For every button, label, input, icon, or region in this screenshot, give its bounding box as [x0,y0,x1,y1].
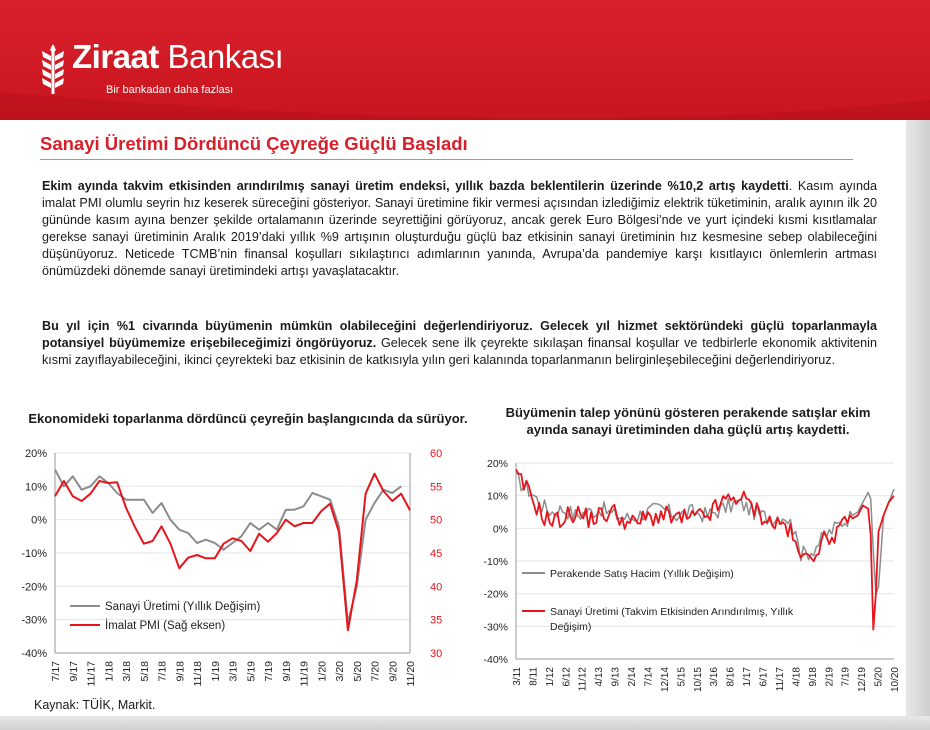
x-tick-label: 5/19 [245,661,258,682]
y-right-tick-label: 60 [430,448,443,460]
x-tick-label: 9/18 [807,667,819,687]
x-tick-label: 9/19 [280,661,293,682]
x-tick-label: 3/20 [334,661,346,682]
brand-name: Ziraat Bankası [72,38,284,75]
y-right-tick-label: 45 [430,548,443,560]
x-tick-label: 3/19 [227,661,240,682]
y-left-tick-label: -20% [21,581,47,594]
chart-2 [470,455,900,695]
x-tick-label: 9/18 [174,661,187,682]
side-shade [906,120,930,730]
wheat-logo-icon [38,40,68,100]
x-tick-label: 9/17 [67,661,80,682]
x-tick-label: 1/12 [544,667,556,687]
y-tick-label: -10% [483,556,508,568]
paragraph-2 [42,318,877,369]
y-right-tick-label: 35 [430,614,443,627]
x-tick-label: 11/19 [298,661,311,687]
y-left-tick-label: 0% [31,514,47,527]
x-tick-label: 4/13 [594,667,606,687]
paragraph-2-bold: Bu yıl için %1 civarında büyümenin mümkün olabileceğini değerlendiriyoruz. Gelecek yıl hizmet sektöründeki güçlü toparlanmayla potansiyel büyümemize erişebileceğimizi öngörüyoruz. [42,319,877,350]
x-tick-label: 8/16 [725,667,737,687]
x-tick-label: 10/15 [692,667,704,693]
legend-label: Sanayi Üretimi (Takvim Etkisinden Arındırılmış, Yıllık Değişim) [550,606,794,633]
y-tick-label: -30% [483,621,508,634]
x-tick-label: 11/17 [85,661,98,687]
x-tick-label: 3/16 [709,667,721,687]
x-tick-label: 7/20 [369,661,382,682]
legend-label: Perakende Satış Hacim (Yıllık Değişim) [550,568,734,580]
x-tick-label: 1/18 [103,661,116,682]
y-tick-label: -40% [483,654,508,666]
header-banner [0,0,930,120]
paragraph-2-text: Gelecek sene ilk çeyrekte sıkılaşan finansal koşullar ve tedbirlerle ekonomik aktivitenin kısmi zayıflayabileceğini, ikinci çeyrekteki baz etkisinin de katkısıyla yılın geri kalanında toparlanmanın belirginleşebileceğini değerlendiriyoruz. [42,335,877,367]
legend-label: İmalat PMI (Sağ eksen) [105,620,226,632]
y-left-tick-label: -40% [21,648,47,660]
y-right-tick-label: 30 [430,648,443,660]
x-tick-label: 8/11 [528,667,540,686]
x-tick-label: 11/12 [577,667,589,692]
x-tick-label: 12/14 [659,667,671,693]
legend-label: Sanayi Üretimi (Yıllık Değişim) [105,601,261,613]
y-left-tick-label: 10% [24,481,47,494]
x-tick-label: 5/20 [351,661,364,682]
y-tick-label: 0% [492,523,508,536]
y-left-tick-label: -30% [21,614,47,627]
x-tick-label: 9/13 [610,667,622,687]
y-left-tick-label: -10% [21,548,47,560]
x-tick-label: 1/20 [316,661,329,682]
y-left-tick-label: 20% [24,448,47,460]
x-tick-label: 7/19 [840,667,852,687]
x-tick-label: 7/14 [643,667,655,687]
paragraph-1-text: . Kasım ayında imalat PMI olumlu seyrin hız keserek süreceğini gösteriyor. Sanayi üretimine fikir vermesi açısından izlediğimiz elektrik tüketiminin, aralık ayının ilk 20 gününde kasım ayına benzer şekilde ortalamanın üzerinde seyrettiğini görüyoruz, ancak gerek Euro Bölgesi’nde ve yurt içindeki kısmi kısıtlamalar gerekse sanayi üretiminin Aralık 2019’daki yıllık %9 artışının oluşturduğu güçlü baz etkisinin sanayi üretiminin hız kesmesine sebep olabileceğini düşünüyoruz. Neticede TCMB’nin finansal koşulları sıkılaştırıcı adımlarının yanında, Avrupa’da pandemiye karşı kısıtlayıcı önlemlerin artması önümüzdeki dönemde sanayi üretimindeki artışı yavaşlatacaktır. [42,179,878,278]
x-tick-label: 11/17 [774,667,786,692]
x-tick-label: 3/18 [121,661,133,682]
chart-2-title: Büyümenin talep yönünü gösteren perakende satışlar ekim ayında sanayi üretiminden daha güçlü artış kaydetti. [505,405,871,437]
x-tick-label: 5/20 [873,667,885,687]
x-tick-label: 2/14 [627,667,639,687]
source-note: Kaynak: TÜİK, Markit. [34,698,156,712]
x-tick-label: 5/15 [676,667,688,687]
x-tick-label: 10/20 [890,667,901,693]
page-title: Sanayi Üretimi Dördüncü Çeyreğe Güçlü Başladı [40,133,468,154]
x-tick-label: 1/19 [209,661,222,682]
y-tick-label: 20% [486,458,508,470]
y-right-tick-label: 55 [430,481,443,494]
x-tick-label: 1/17 [742,667,754,687]
y-tick-label: 10% [486,490,508,503]
series-sanayi-uretimi-line [55,470,401,623]
x-tick-label: 2/19 [824,667,836,687]
x-tick-label: 7/17 [50,661,62,682]
paragraph-1 [42,178,877,279]
x-tick-label: 9/20 [387,661,400,682]
title-divider [40,159,853,160]
x-tick-label: 11/20 [405,661,417,687]
chart-1-title: Ekonomideki toparlanma dördüncü çeyreğin başlangıcında da sürüyor. [28,411,468,426]
paragraph-1-bold: Ekim ayında takvim etkisinden arındırılmış sanayi üretim endeksi, yıllık bazda beklentilerin üzerinde %10,2 artış kaydetti [42,179,789,193]
x-tick-label: 6/12 [561,667,573,687]
y-right-tick-label: 40 [430,581,443,594]
brand-tagline: Bir bankadan daha fazlası [106,84,234,96]
y-right-tick-label: 50 [430,514,443,527]
x-tick-label: 6/17 [758,667,770,687]
x-tick-label: 7/19 [263,661,275,682]
x-tick-label: 12/19 [857,667,869,693]
x-tick-label: 11/18 [192,661,204,687]
chart-1 [0,440,470,700]
x-tick-label: 4/18 [791,667,803,687]
x-tick-label: 3/11 [512,667,523,686]
y-tick-label: -20% [483,588,508,601]
x-tick-label: 7/18 [156,661,169,682]
bottom-shade [0,716,930,730]
x-tick-label: 5/18 [138,661,151,682]
